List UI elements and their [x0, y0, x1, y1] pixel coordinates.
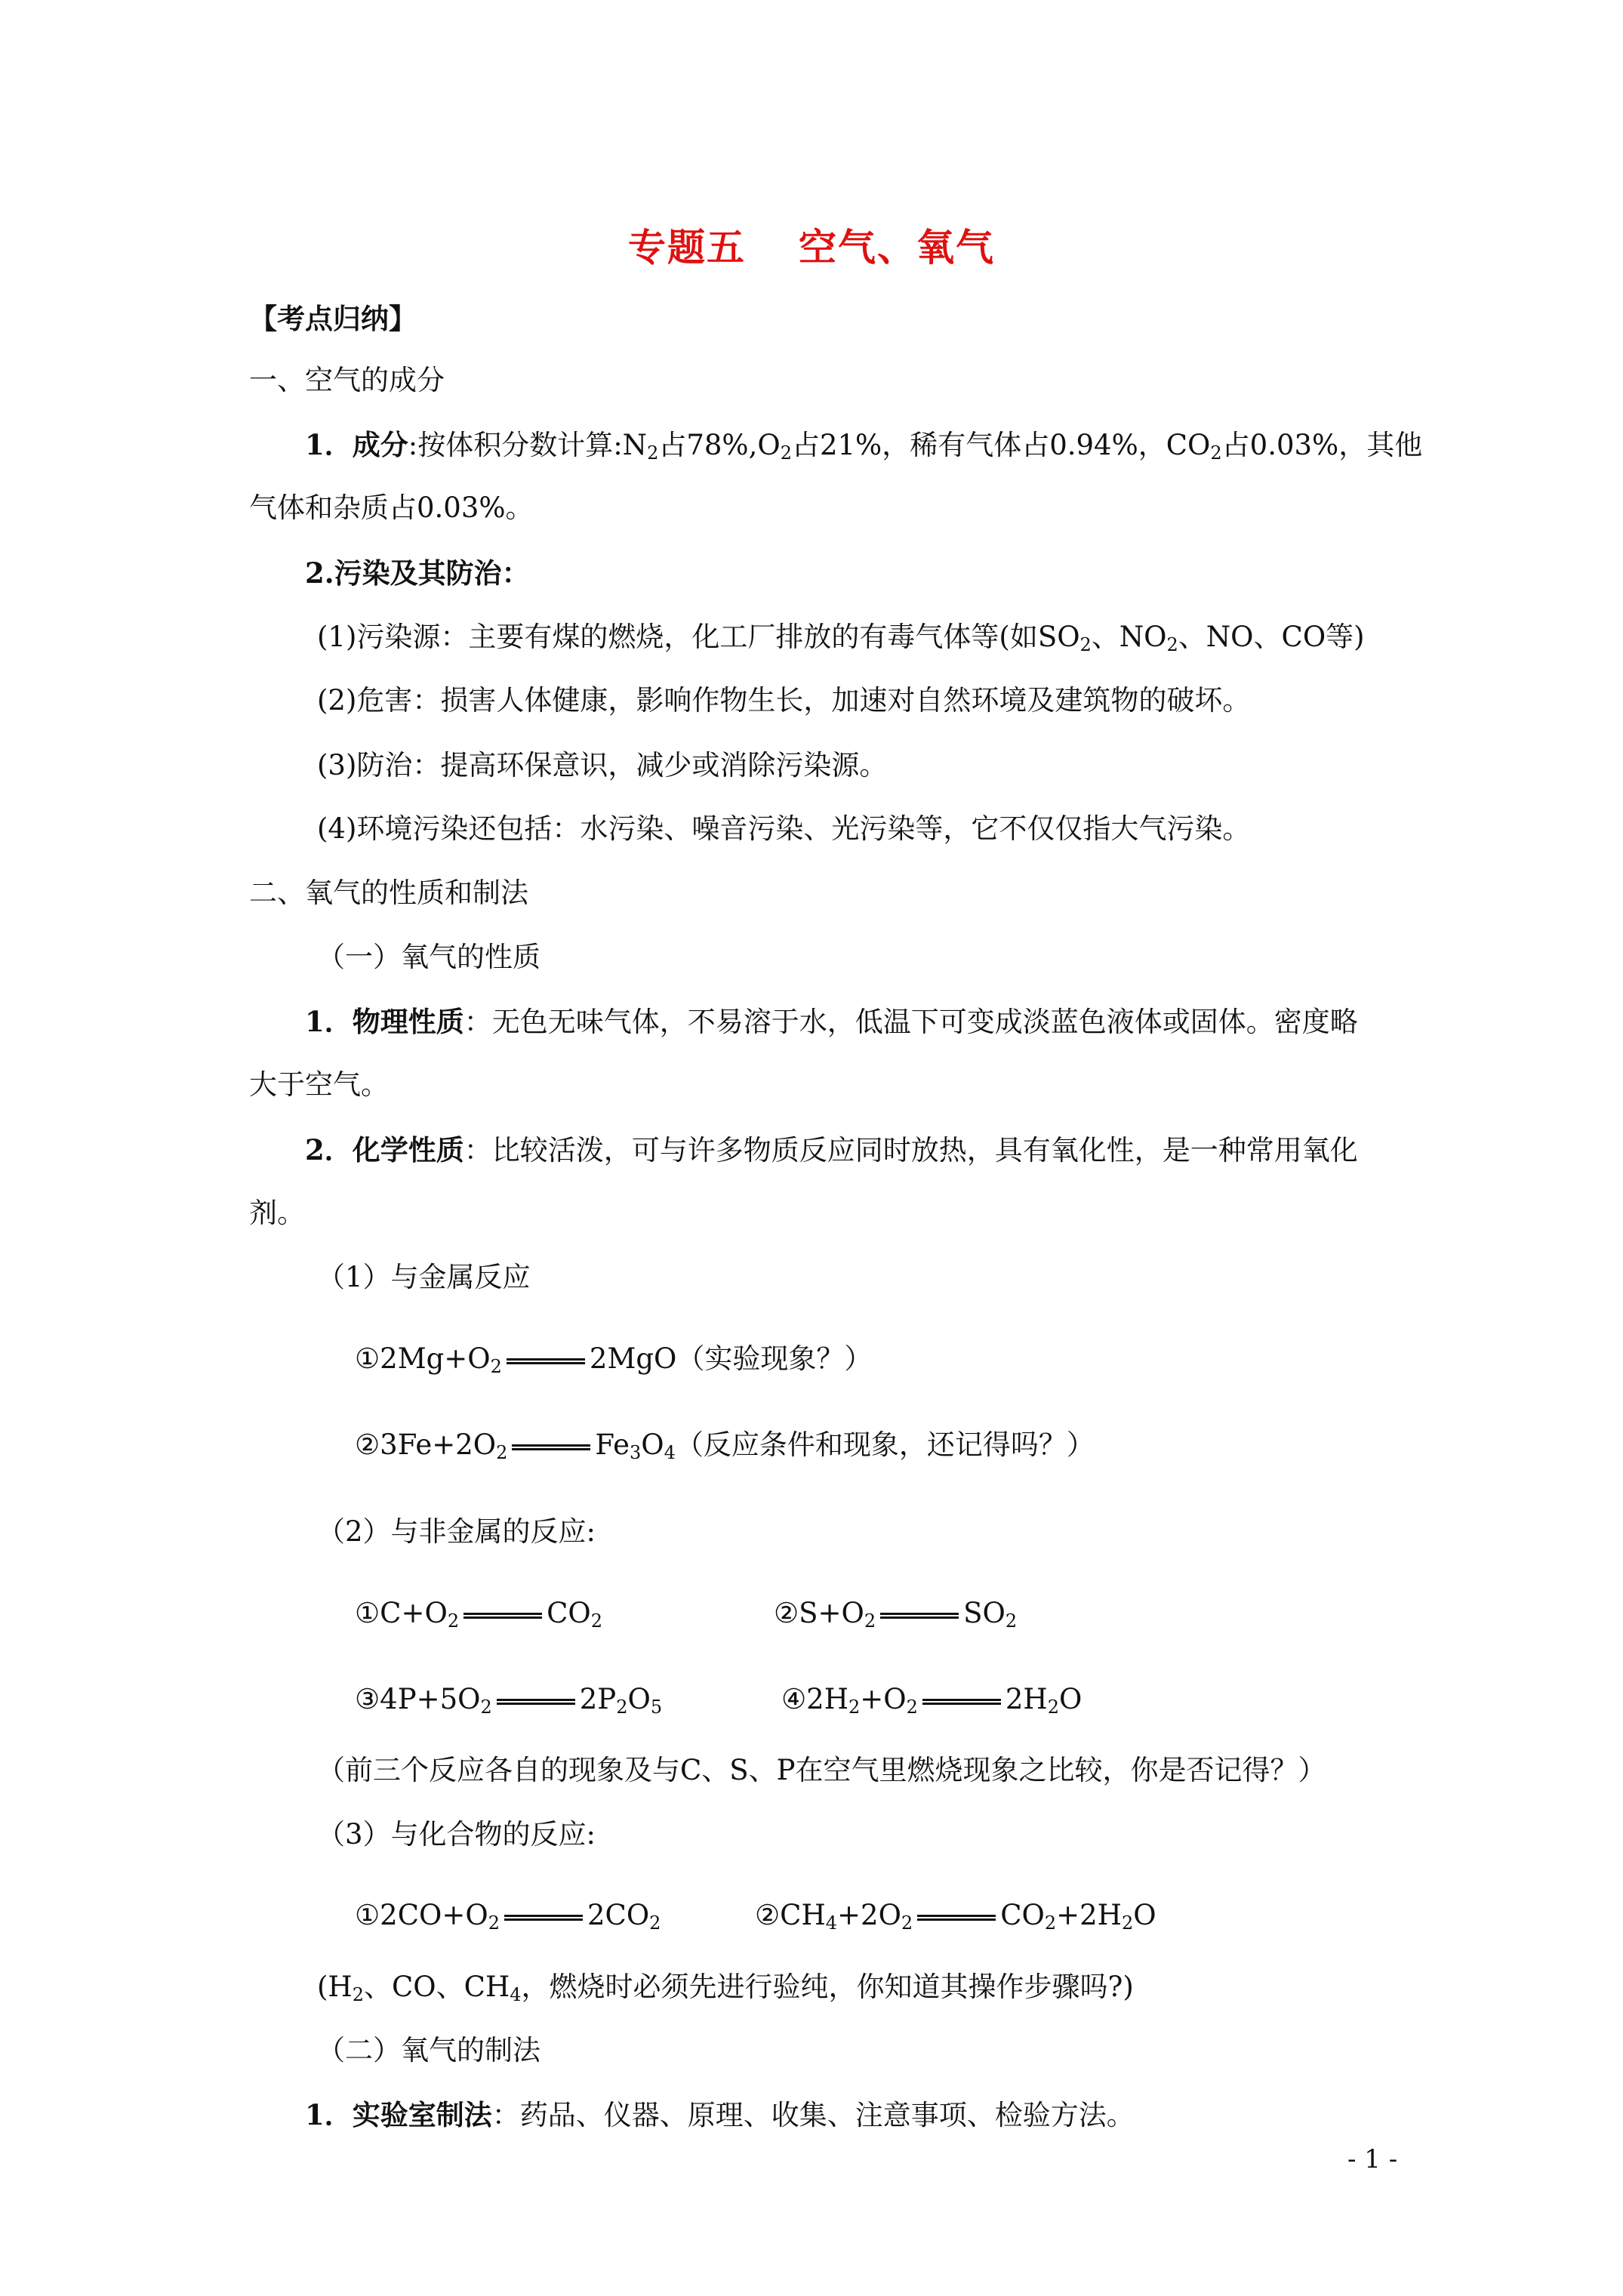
- composition-cont: 气体和杂质占0.03%。: [249, 492, 534, 524]
- equals-sign-icon: [880, 1613, 959, 1619]
- composition-line: 1．成分:按体积分数计算$:N_2$占$78\%,O_2$占21%，稀有气体占0.94%，$CO_2$占0.03%，其他: [305, 428, 1423, 464]
- oxygen-properties-heading: （一）氧气的性质: [317, 941, 540, 973]
- pollution-prevention: (3)防治：提高环保意识，减少或消除污染源。: [317, 749, 888, 781]
- pollution-harm: (2)危害：损害人体健康，影响作物生长，加速对自然环境及建筑物的破坏。: [317, 684, 1251, 717]
- reaction-fe: $②3Fe+2O_2$ $Fe_3O_4$（反应条件和现象，还记得吗？）: [355, 1428, 1095, 1463]
- pollution-heading: 2.污染及其防治：: [305, 556, 530, 590]
- metal-reaction-heading: （1）与金属反应: [317, 1261, 531, 1293]
- reaction-mg: $①2Mg+O_2$ 2MgO（实验现象？）: [355, 1342, 873, 1377]
- chemical-properties: 2．化学性质：比较活泼，可与许多物质反应同时放热，具有氧化性，是一种常用氧化: [305, 1133, 1358, 1166]
- equals-sign-icon: [507, 1358, 585, 1364]
- chemical-properties-cont: 剂。: [249, 1197, 305, 1229]
- title-main: 专题五: [628, 225, 746, 270]
- oxygen-preparation-heading: （二）氧气的制法: [317, 2034, 540, 2066]
- page-title: [0, 217, 1623, 272]
- equals-sign-icon: [512, 1444, 590, 1450]
- page-number: - 1 -: [1347, 2144, 1398, 2174]
- section1-heading: 一、空气的成分: [249, 364, 445, 396]
- nonmetal-note: （前三个反应各自的现象及与C、S、P在空气里燃烧现象之比较，你是否记得？）: [317, 1754, 1326, 1786]
- physical-properties-cont: 大于空气。: [249, 1068, 389, 1101]
- summary-heading: 【考点归纳】: [249, 302, 417, 335]
- physical-properties: 1．物理性质：无色无味气体，不易溶于水，低温下可变成淡蓝色液体或固体。密度略: [305, 1005, 1358, 1038]
- reaction-co: $①2CO+O_2$ $2CO_2$: [355, 1899, 661, 1934]
- reaction-ch4: $②CH_4+2O_2$ $CO_2+2H_2O$: [755, 1899, 1156, 1934]
- compound-reaction-heading: （3）与化合物的反应:: [317, 1818, 596, 1851]
- reaction-h2: $④2H_2+O_2$ $2H_2O$: [781, 1683, 1083, 1718]
- section2-heading: 二、氧气的性质和制法: [249, 877, 528, 909]
- nonmetal-reaction-heading: （2）与非金属的反应:: [317, 1515, 596, 1548]
- equals-sign-icon: [917, 1915, 996, 1921]
- reaction-s: $②S+O_2$ $SO_2$: [774, 1597, 1018, 1632]
- equals-sign-icon: [463, 1613, 542, 1619]
- pollution-source: (1)污染源：主要有煤的燃烧，化工厂排放的有毒气体等(如$SO_2$、$NO_2$、NO、CO等): [317, 621, 1365, 655]
- equals-sign-icon: [497, 1699, 575, 1705]
- compound-note: ($H_2$、CO、$CH_4$，燃烧时必须先进行验纯，你知道其操作步骤吗?): [317, 1971, 1134, 2005]
- equals-sign-icon: [504, 1915, 583, 1921]
- reaction-p: $③4P+5O_2$ $2P_2O_5$: [355, 1683, 663, 1718]
- equals-sign-icon: [922, 1699, 1001, 1705]
- title-sub: 空气、氧气: [799, 225, 995, 270]
- reaction-c: $①C+O_2$ $CO_2$: [355, 1597, 603, 1632]
- pollution-other: (4)环境污染还包括：水污染、噪音污染、光污染等，它不仅仅指大气污染。: [317, 812, 1251, 845]
- lab-preparation: 1．实验室制法：药品、仪器、原理、收集、注意事项、检验方法。: [305, 2098, 1135, 2131]
